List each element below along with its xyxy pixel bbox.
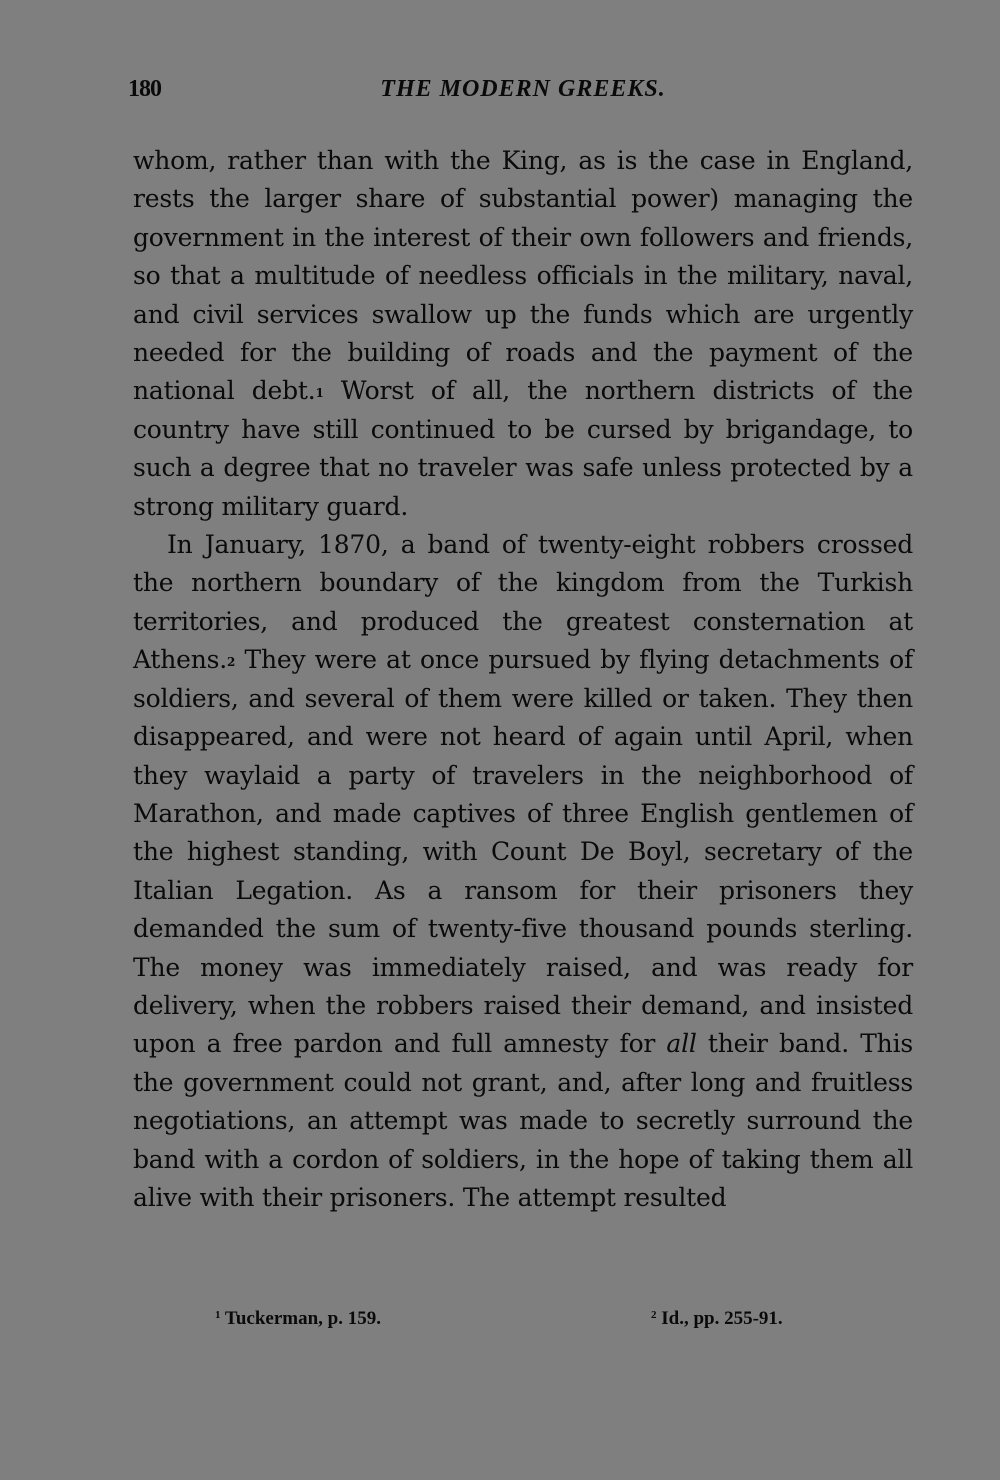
- page-header: [128, 76, 918, 112]
- footnotes: [215, 1308, 855, 1338]
- footnote-reference: 2: [227, 655, 236, 670]
- text-run: their band. This the government could not grant, and, after long and fruitless negotiations, an attempt was made to secretly surround the band with a cordon of soldiers, in the hope of taking them all alive with their prisoners. The attempt resulted: [133, 1029, 913, 1212]
- running-head: THE MODERN GREEKS.: [380, 76, 666, 102]
- text-run: whom, rather than with the King, as is the case in England, rests the larger share of substantial power) managing the government in the interest of their own followers and friends, so that a multitude of needless officials in the military, naval, and civil services swallow up the funds which are urgently needed for the building of roads and the payment of the national debt.: [133, 146, 913, 406]
- footnote-1-text: Tuckerman, p. 159.: [224, 1308, 381, 1329]
- footnote-2-marker: 2: [651, 1309, 657, 1321]
- footnote-1-marker: 1: [215, 1309, 221, 1321]
- paragraph-2: [133, 526, 913, 1217]
- footnote-2: [651, 1308, 783, 1330]
- footnote-reference: 1: [315, 386, 324, 401]
- footnote-1: [215, 1308, 381, 1330]
- paragraph-1: [133, 142, 913, 526]
- footnote-2-text: Id., pp. 255-91.: [661, 1308, 783, 1329]
- page-number: 180: [128, 76, 161, 102]
- emphasis: all: [666, 1029, 697, 1059]
- text-run: Worst of all, the northern districts of the country have still continued to be cursed by brigandage, to such a degree that no traveler was safe unless protected by a strong military guard.: [133, 376, 913, 521]
- body-text: [133, 142, 913, 1217]
- text-run: They were at once pursued by flying detachments of soldiers, and several of them were killed or taken. They then disappeared, and were not heard of again until April, when they waylaid a party of travelers in the neighborhood of Marathon, and made captives of three English gentlemen of the highest standing, with Count De Boyl, secretary of the Italian Legation. As a ransom for their prisoners they demanded the sum of twenty-five thousand pounds sterling. The money was immediately raised, and was ready for delivery, when the robbers raised their demand, and insisted upon a free pardon and full amnesty for: [133, 645, 913, 1059]
- text-run: In January, 1870, a band of twenty-eight robbers crossed the northern boundary of the kingdom from the Turkish territories, and produced the greatest consternation at Athens.: [133, 530, 913, 675]
